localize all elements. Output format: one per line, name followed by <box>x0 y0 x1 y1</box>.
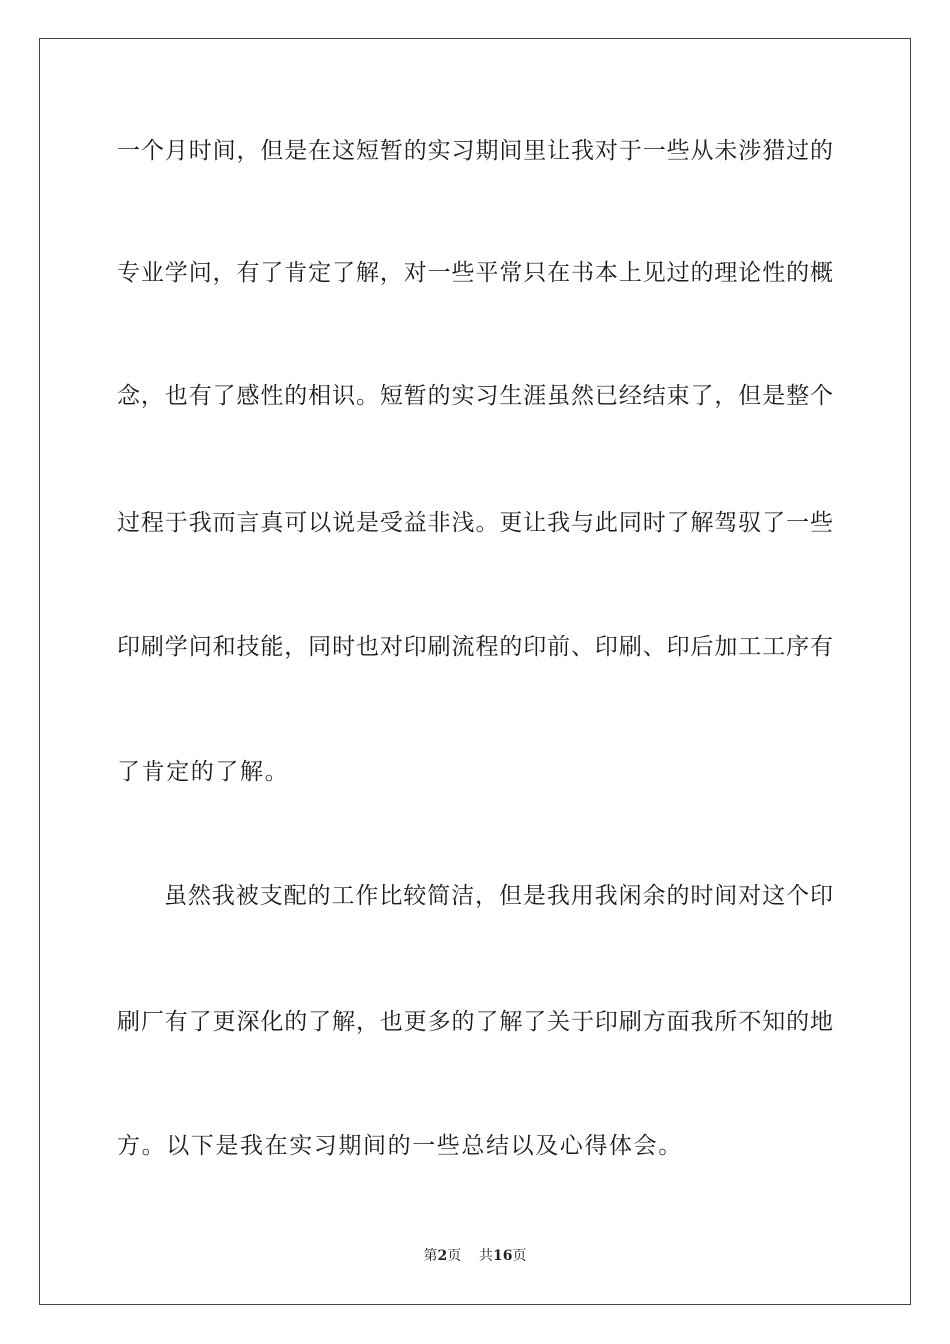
page-suffix: 页 <box>447 1248 462 1264</box>
total-pages: 16 <box>493 1248 513 1264</box>
page-footer <box>0 1247 950 1265</box>
page-border <box>39 38 911 1305</box>
paragraph-line-1: 一个月时间，但是在这短暂的实习期间里让我对于一些从未涉猎过的 <box>117 138 833 164</box>
paragraph-line-7: 虽然我被支配的工作比较简洁，但是我用我闲余的时间对这个印 <box>164 883 833 909</box>
paragraph-line-8: 刷厂有了更深化的了解，也更多的了解了关于印刷方面我所不知的地 <box>117 1009 833 1035</box>
paragraph-line-6: 了肯定的了解。 <box>117 759 290 785</box>
page-number: 2 <box>437 1248 448 1264</box>
total-prefix: 共 <box>479 1248 494 1264</box>
total-suffix: 页 <box>512 1248 527 1264</box>
paragraph-line-9: 方。以下是我在实习期间的一些总结以及心得体会。 <box>117 1133 683 1159</box>
page-prefix: 第 <box>423 1248 438 1264</box>
paragraph-line-3: 念，也有了感性的相识。短暂的实习生涯虽然已经结束了，但是整个 <box>117 383 833 409</box>
paragraph-line-2: 专业学问，有了肯定了解，对一些平常只在书本上见过的理论性的概 <box>117 260 833 286</box>
paragraph-line-5: 印刷学问和技能，同时也对印刷流程的印前、印刷、印后加工工序有 <box>117 634 833 660</box>
paragraph-line-4: 过程于我而言真可以说是受益非浅。更让我与此同时了解驾驭了一些 <box>117 510 833 536</box>
